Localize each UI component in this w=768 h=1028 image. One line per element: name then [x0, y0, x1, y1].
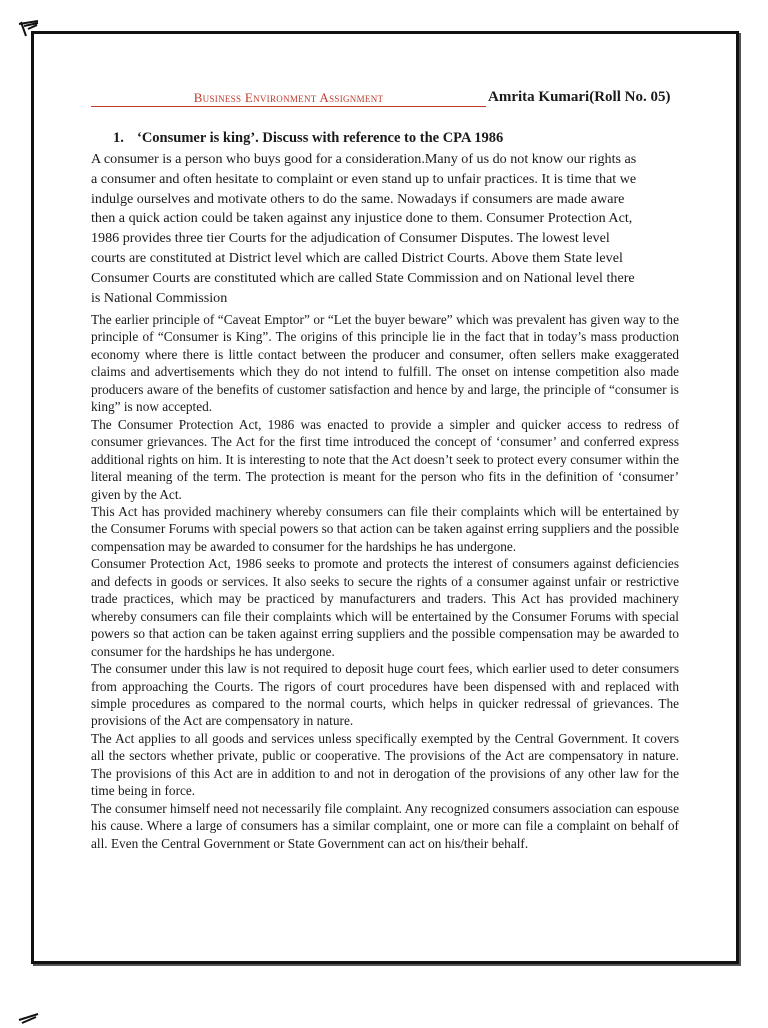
intro-paragraph — [91, 150, 683, 308]
author-name: Amrita Kumari(Roll No. 05) — [488, 89, 671, 105]
paragraph-cpa-promotes: Consumer Protection Act, 1986 seeks to promote and protects the interest of consumers against deficiencies and defects in goods or services. It also seeks to secure the rights of a consumer against unfair or restrictive trade practices, which may be practiced by manufacturers and traders. This Act has provided machinery whereby consumers can file their complaints which will be entertained by the Consumer Forums with special powers so that action can be taken against erring suppliers and the possible compensation may be awarded to consumer for the hardships he has undergone. — [91, 556, 679, 659]
question-number: 1. — [113, 130, 124, 146]
paragraph-machinery: This Act has provided machinery whereby consumers can file their complaints which will be entertained by the Consumer Forums with special powers so that action can be taken against erring suppliers and the possible compensation may be awarded to consumer for the hardships he has undergone. — [91, 503, 679, 554]
paragraph-court-fees: The consumer under this law is not required to deposit huge court fees, which earlier used to deter consumers from approaching the Courts. The rigors of court procedures have been dispensed with and replaced with simple procedures as compared to the normal courts, which helps in quicker redressal of grievances. The provisions of the Act are compensatory in nature. — [91, 661, 679, 729]
body-text — [91, 311, 679, 852]
corner-crop-mark-icon — [18, 1010, 40, 1028]
document-header — [91, 90, 681, 110]
paragraph-consumer-himself: The consumer himself need not necessarily file complaint. Any recognized consumers association can espouse his cause. Where a large of consumers has a similar complaint, one or more can file a complaint on behalf of all. Even the Central Government or State Government can act on his/their behalf. — [91, 800, 679, 851]
paragraph-caveat-emptor: The earlier principle of “Caveat Emptor” or “Let the buyer beware” which was prevalent has given way to the principle of “Consumer is King”. The origins of this principle lie in the fact that in today’s mass production economy where there is little contact between the producer and consumer, often sellers make exaggerated claims and advertisements which they do not intend to fulfill. The onset on intense competition also made producers aware of the benefits of customer satisfaction and hence by and large, the principle of “consumer is king” is now accepted. — [91, 312, 679, 415]
intro-line: 1986 provides three tier Courts for the adjudication of Consumer Disputes. The lowest level — [91, 230, 610, 247]
intro-line: indulge ourselves and motivate others to do the same. Nowadays if consumers are made aware — [91, 190, 625, 207]
intro-line: then a quick action could be taken against any injustice done to them. Consumer Protection Act, — [91, 210, 633, 227]
intro-line: a consumer and often hesitate to complaint or even stand up to unfair practices. It is time that we — [91, 170, 637, 187]
question-heading — [113, 129, 503, 147]
assignment-title: Business Environment Assignment — [91, 90, 486, 107]
intro-line: A consumer is a person who buys good for a consideration.Many of us do not know our rights as — [91, 151, 637, 167]
intro-line: courts are constituted at District level which are called District Courts. Above them State level — [91, 249, 623, 266]
paragraph-cpa-enacted: The Consumer Protection Act, 1986 was enacted to provide a simpler and quicker access to redress of consumer grievances. The Act for the first time introduced the concept of ‘consumer’ and conferred express additional rights on him. It is interesting to note that the Act doesn’t seek to protect every consumer within the literal meaning of the term. The protection is meant for the person who fits in the definition of ‘consumer’ given by the Act. — [91, 416, 679, 502]
intro-line: Consumer Courts are constituted which are called State Commission and on National level there — [91, 269, 635, 286]
question-text: ‘Consumer is king’. Discuss with reference to the CPA 1986 — [137, 130, 504, 146]
paragraph-act-applies: The Act applies to all goods and services unless specifically exempted by the Central Government. It covers all the sectors whether private, public or cooperative. The provisions of the Act are compensatory in nature. The provisions of this Act are in addition to and not in derogation of the provisions of any other law for the time being in force. — [91, 730, 679, 799]
intro-line: is National Commission — [91, 289, 228, 306]
